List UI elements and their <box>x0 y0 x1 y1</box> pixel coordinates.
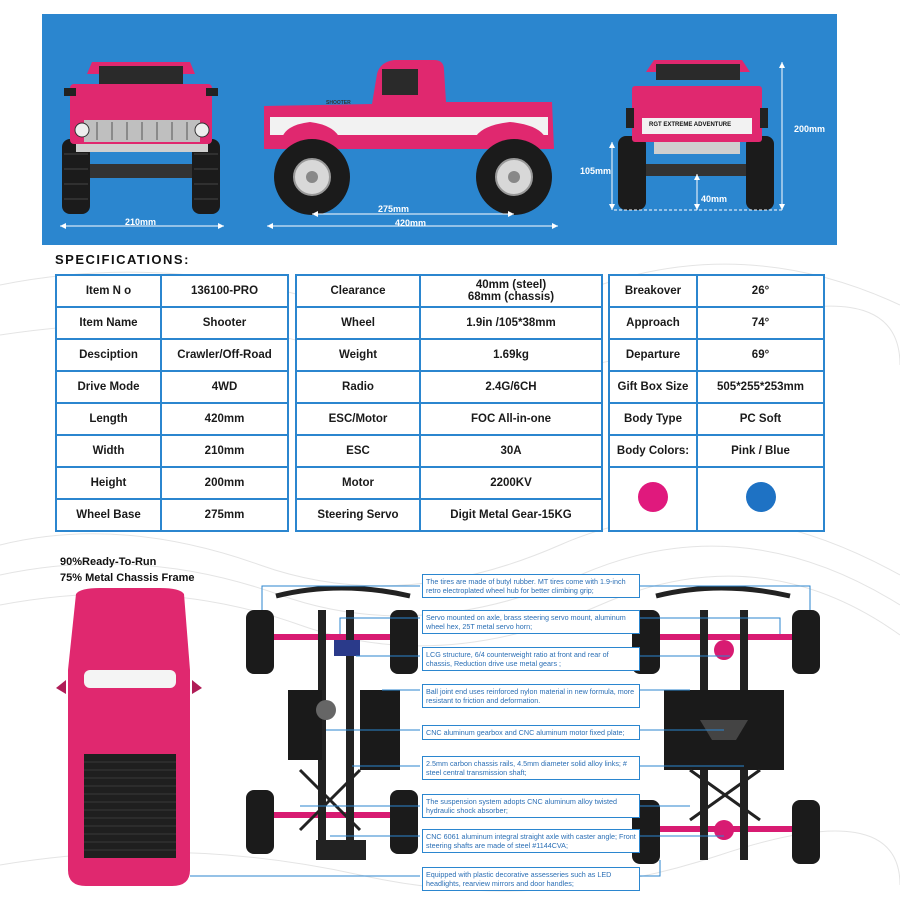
spec-value: 74° <box>697 307 824 339</box>
clearance-chassis: 68mm (chassis) <box>467 291 555 303</box>
callout-suspension: The suspension system adopts CNC aluminum alloy twisted hydraulic shock absorber; <box>422 794 640 818</box>
spec-label: Desciption <box>56 339 161 371</box>
spec-row <box>296 307 602 339</box>
spec-row <box>296 275 602 307</box>
spec-label: Motor <box>296 467 420 499</box>
length-dimension: 420mm <box>395 218 427 228</box>
front-width-dimension: 210mm <box>125 217 157 227</box>
spec-label: Width <box>56 435 161 467</box>
spec-row <box>56 339 288 371</box>
callout-ball-joint: Ball joint end uses reinforced nylon material in new formula, more resistant to friction and deformation. <box>422 684 640 708</box>
dimensions-banner <box>42 14 837 245</box>
spec-row <box>609 275 824 307</box>
height-dimension: 200mm <box>794 124 826 134</box>
spec-value: 136100-PRO <box>161 275 288 307</box>
side-badge: SHOOTER <box>326 100 351 106</box>
blue-swatch[interactable] <box>746 482 776 512</box>
spec-label: Drive Mode <box>56 371 161 403</box>
spec-value: 2.4G/6CH <box>420 371 602 403</box>
pink-color-cell <box>609 467 697 531</box>
spec-label: ESC <box>296 435 420 467</box>
ready-line-1: 90%Ready-To-Run <box>60 556 157 568</box>
truck-views-illustration <box>42 14 837 245</box>
spec-label: Wheel <box>296 307 420 339</box>
spec-row <box>296 435 602 467</box>
spec-label: Weight <box>296 339 420 371</box>
spec-row <box>56 499 288 531</box>
hitch-height-dimension: 105mm <box>580 166 612 176</box>
spec-row <box>296 403 602 435</box>
spec-value: 1.9in /105*38mm <box>420 307 602 339</box>
spec-value: Crawler/Off-Road <box>161 339 288 371</box>
spec-value: FOC All-in-one <box>420 403 602 435</box>
spec-label: Body Colors: <box>609 435 697 467</box>
chassis-underside-view <box>632 588 820 864</box>
spec-label: Breakover <box>609 275 697 307</box>
spec-value: 26° <box>697 275 824 307</box>
spec-table-general <box>55 274 289 532</box>
blue-color-cell <box>697 467 824 531</box>
spec-label: Gift Box Size <box>609 371 697 403</box>
callout-axle: CNC 6061 aluminum integral straight axle with caster angle; Front steering shafts are made of steel #1144CVA; <box>422 829 640 853</box>
pink-swatch[interactable] <box>638 482 668 512</box>
spec-row <box>56 467 288 499</box>
spec-row <box>609 435 824 467</box>
callout-lcg: LCG structure, 6/4 counterweight ratio at front and rear of chassis, Reduction drive use metal gears ; <box>422 647 640 671</box>
spec-row <box>609 403 824 435</box>
spec-row <box>56 435 288 467</box>
top-view-truck-body <box>56 588 202 886</box>
spec-value: PC Soft <box>697 403 824 435</box>
spec-table-body <box>608 274 825 532</box>
spec-row <box>609 371 824 403</box>
spec-row <box>296 371 602 403</box>
spec-row <box>296 339 602 371</box>
spec-row <box>56 275 288 307</box>
spec-value: 420mm <box>161 403 288 435</box>
spec-value: Shooter <box>161 307 288 339</box>
spec-row <box>56 403 288 435</box>
spec-value: 505*255*253mm <box>697 371 824 403</box>
clearance-steel: 40mm (steel) <box>475 278 547 291</box>
spec-row <box>609 307 824 339</box>
callout-accessories: Equipped with plastic decorative assesseries such as LED headlights, rearview mirrors and door handles; <box>422 867 640 891</box>
clearance-dimension: 40mm <box>701 194 728 204</box>
front-view-truck <box>60 62 224 229</box>
rear-view-truck <box>609 60 785 210</box>
wheel-base-dimension: 275mm <box>378 204 410 214</box>
spec-value: 2200KV <box>420 467 602 499</box>
spec-value <box>420 275 602 307</box>
spec-label: ESC/Motor <box>296 403 420 435</box>
spec-label: Departure <box>609 339 697 371</box>
spec-label: Height <box>56 467 161 499</box>
spec-label: Approach <box>609 307 697 339</box>
spec-label: Item Name <box>56 307 161 339</box>
callout-servo: Servo mounted on axle, brass steering servo mount, aluminum wheel hex, 25T metal servo horn; <box>422 610 640 634</box>
spec-label: Length <box>56 403 161 435</box>
spec-row-colors <box>609 467 824 531</box>
spec-label: Item N o <box>56 275 161 307</box>
specifications-title: SPECIFICATIONS: <box>55 252 190 267</box>
side-view-truck <box>264 60 558 229</box>
callout-gearbox: CNC aluminum gearbox and CNC aluminum motor fixed plate; <box>422 725 640 740</box>
spec-table-electronics <box>295 274 603 532</box>
rear-badge: RGT EXTREME ADVENTURE <box>649 122 732 128</box>
spec-label: Radio <box>296 371 420 403</box>
callout-carbon-rails: 2.5mm carbon chassis rails, 4.5mm diameter solid alloy links; # steel central transmission shaft; <box>422 756 640 780</box>
spec-label: Steering Servo <box>296 499 420 531</box>
spec-row <box>56 371 288 403</box>
spec-row <box>56 307 288 339</box>
spec-label: Body Type <box>609 403 697 435</box>
spec-value: 4WD <box>161 371 288 403</box>
spec-row <box>296 499 602 531</box>
callout-tires: The tires are made of butyl rubber. MT tires come with 1.9-inch retro electroplated wheel hub for better climbing grip; <box>422 574 640 598</box>
spec-row <box>296 467 602 499</box>
spec-value: 210mm <box>161 435 288 467</box>
spec-value: 30A <box>420 435 602 467</box>
spec-value: 275mm <box>161 499 288 531</box>
ready-line-2: 75% Metal Chassis Frame <box>60 572 195 584</box>
spec-label: Wheel Base <box>56 499 161 531</box>
spec-value: Digit Metal Gear-15KG <box>420 499 602 531</box>
spec-value: 69° <box>697 339 824 371</box>
spec-value: Pink / Blue <box>697 435 824 467</box>
spec-value: 200mm <box>161 467 288 499</box>
spec-value: 1.69kg <box>420 339 602 371</box>
chassis-top-view <box>246 588 418 860</box>
spec-row <box>609 339 824 371</box>
spec-label: Clearance <box>296 275 420 307</box>
